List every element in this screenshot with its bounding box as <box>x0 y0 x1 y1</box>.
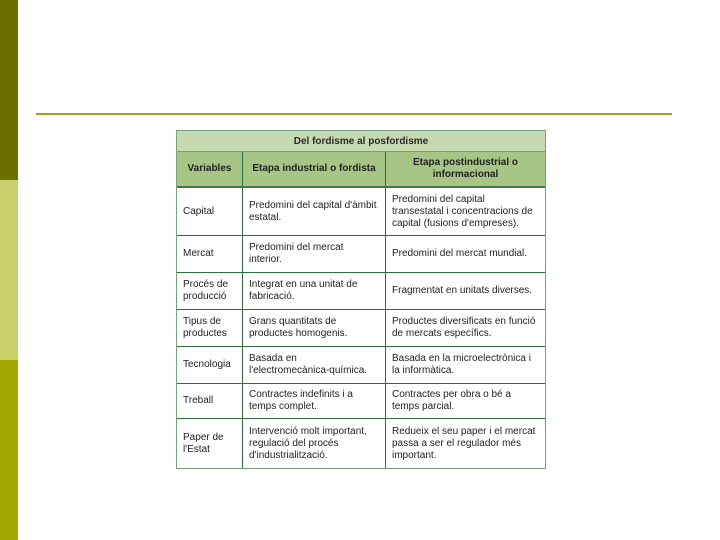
table-title: Del fordisme al posfordisme <box>177 131 545 152</box>
row-postindustrial: Redueix el seu paper i el mercat passa a ser el regulador més important. <box>392 425 536 461</box>
row-variable: Procés de producció <box>177 273 243 309</box>
row-postindustrial: Productes diversificats en funció de mercats específics. <box>392 316 536 339</box>
header-industrial: Etapa industrial o fordista <box>243 152 386 186</box>
row-industrial: Basada en l'electromecànica-química. <box>243 347 386 383</box>
row-variable: Treball <box>177 384 243 418</box>
row-postindustrial: Predomini del capital transestatal i concentracions de capital (fusions d'empreses). <box>392 193 533 229</box>
table-row <box>177 418 545 468</box>
side-bar-olive <box>0 360 18 540</box>
side-bar-light <box>0 180 18 360</box>
row-variable: Capital <box>177 188 243 235</box>
table-row <box>177 235 545 272</box>
table-row <box>177 272 545 309</box>
slide-title-rule <box>36 113 672 115</box>
fordism-comparison-table <box>176 130 546 469</box>
table-row <box>177 383 545 418</box>
row-variable: Mercat <box>177 236 243 272</box>
row-industrial: Predomini del mercat interior. <box>243 236 386 272</box>
row-postindustrial: Contractes per obra o bé a temps parcial. <box>392 389 511 412</box>
header-variables: Variables <box>177 152 243 186</box>
table-row <box>177 346 545 383</box>
row-postindustrial: Fragmentat en unitats diverses. <box>392 285 533 296</box>
row-variable: Tipus de productes <box>177 310 243 346</box>
header-postindustrial: Etapa postindustrial o informacional <box>412 157 518 181</box>
side-bar-dark <box>0 0 18 180</box>
row-industrial: Predomini del capital d'àmbit estatal. <box>243 188 386 235</box>
table-row <box>177 188 545 235</box>
row-industrial: Grans quantitats de productes homogenis. <box>243 310 386 346</box>
table-header-row <box>177 152 545 188</box>
row-postindustrial: Predomini del mercat mundial. <box>392 248 528 259</box>
row-industrial: Contractes indefinits i a temps complet. <box>243 384 386 418</box>
row-industrial: Intervenció molt important, regulació del procés d'industrialització. <box>243 419 386 468</box>
row-variable: Paper de l'Estat <box>177 419 243 468</box>
table-body <box>177 188 545 468</box>
row-postindustrial: Basada en la microelectrònica i la informàtica. <box>392 353 531 376</box>
row-industrial: Integrat en una unitat de fabricació. <box>243 273 386 309</box>
row-variable: Tecnologia <box>177 347 243 383</box>
table-row <box>177 309 545 346</box>
